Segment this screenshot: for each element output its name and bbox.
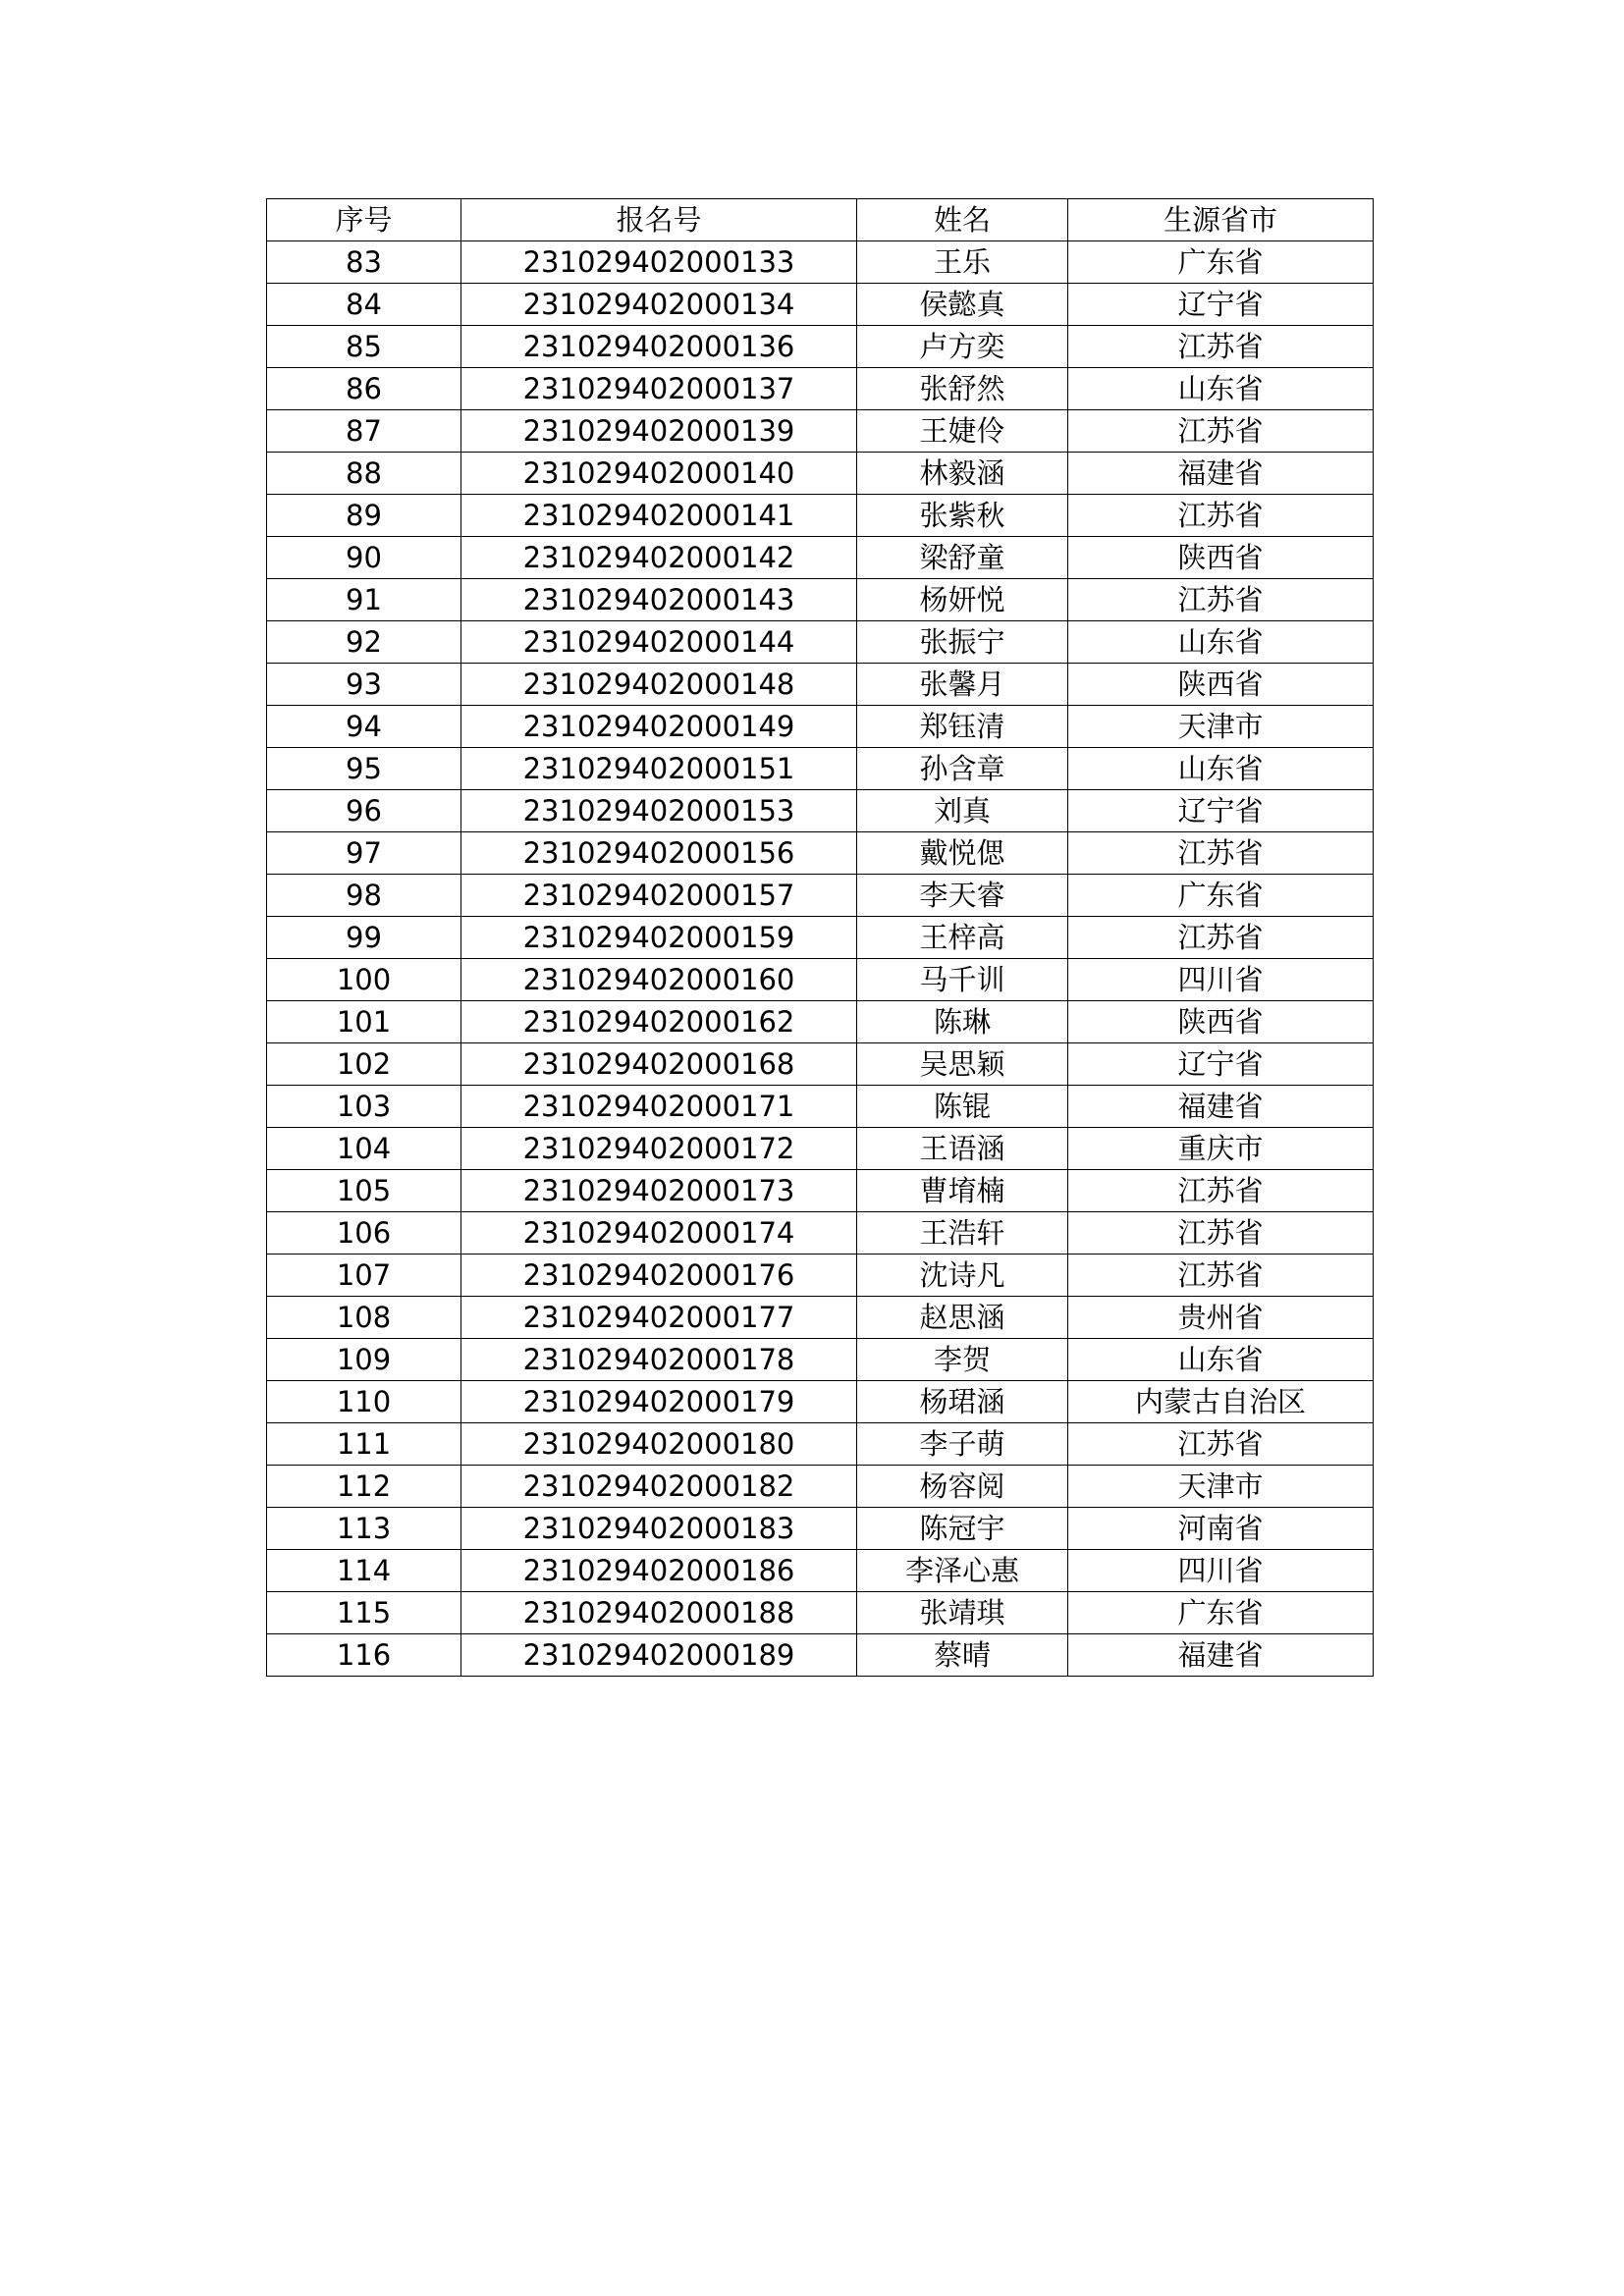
cell-registration-number: 231029402000153 <box>461 790 857 832</box>
cell-name: 蔡晴 <box>857 1634 1068 1677</box>
cell-seq: 86 <box>267 368 461 410</box>
cell-seq: 102 <box>267 1043 461 1086</box>
table-row <box>267 453 1374 495</box>
table-row <box>267 1170 1374 1212</box>
cell-name: 卢方奕 <box>857 326 1068 368</box>
cell-seq: 104 <box>267 1128 461 1170</box>
cell-name: 张振宁 <box>857 621 1068 664</box>
cell-name: 林毅涵 <box>857 453 1068 495</box>
cell-registration-number: 231029402000141 <box>461 495 857 537</box>
cell-registration-number: 231029402000189 <box>461 1634 857 1677</box>
table-row <box>267 537 1374 579</box>
cell-registration-number: 231029402000177 <box>461 1297 857 1339</box>
cell-name: 李泽心惠 <box>857 1550 1068 1592</box>
cell-name: 陈琳 <box>857 1001 1068 1043</box>
cell-registration-number: 231029402000144 <box>461 621 857 664</box>
roster-table-header <box>267 199 1374 241</box>
table-row <box>267 748 1374 790</box>
cell-registration-number: 231029402000168 <box>461 1043 857 1086</box>
table-row <box>267 832 1374 875</box>
cell-seq: 95 <box>267 748 461 790</box>
cell-origin-province: 内蒙古自治区 <box>1068 1381 1374 1423</box>
cell-seq: 97 <box>267 832 461 875</box>
table-row <box>267 1550 1374 1592</box>
table-row <box>267 368 1374 410</box>
cell-origin-province: 辽宁省 <box>1068 1043 1374 1086</box>
cell-name: 张靖琪 <box>857 1592 1068 1634</box>
cell-registration-number: 231029402000162 <box>461 1001 857 1043</box>
cell-seq: 103 <box>267 1086 461 1128</box>
cell-origin-province: 贵州省 <box>1068 1297 1374 1339</box>
cell-origin-province: 山东省 <box>1068 368 1374 410</box>
cell-seq: 88 <box>267 453 461 495</box>
cell-origin-province: 江苏省 <box>1068 326 1374 368</box>
cell-registration-number: 231029402000149 <box>461 706 857 748</box>
cell-registration-number: 231029402000157 <box>461 875 857 917</box>
cell-registration-number: 231029402000174 <box>461 1212 857 1255</box>
cell-origin-province: 江苏省 <box>1068 1170 1374 1212</box>
table-row <box>267 1634 1374 1677</box>
table-row <box>267 1212 1374 1255</box>
cell-origin-province: 山东省 <box>1068 748 1374 790</box>
cell-name: 张紫秋 <box>857 495 1068 537</box>
table-row <box>267 410 1374 453</box>
cell-seq: 112 <box>267 1466 461 1508</box>
cell-registration-number: 231029402000180 <box>461 1423 857 1466</box>
cell-registration-number: 231029402000178 <box>461 1339 857 1381</box>
table-row <box>267 790 1374 832</box>
cell-origin-province: 江苏省 <box>1068 1423 1374 1466</box>
cell-registration-number: 231029402000133 <box>461 241 857 284</box>
table-row <box>267 326 1374 368</box>
cell-registration-number: 231029402000148 <box>461 664 857 706</box>
cell-registration-number: 231029402000186 <box>461 1550 857 1592</box>
cell-name: 张舒然 <box>857 368 1068 410</box>
cell-origin-province: 广东省 <box>1068 241 1374 284</box>
table-row <box>267 664 1374 706</box>
cell-name: 李天睿 <box>857 875 1068 917</box>
cell-origin-province: 江苏省 <box>1068 410 1374 453</box>
cell-name: 杨容阅 <box>857 1466 1068 1508</box>
table-row <box>267 1086 1374 1128</box>
cell-origin-province: 江苏省 <box>1068 832 1374 875</box>
cell-registration-number: 231029402000151 <box>461 748 857 790</box>
cell-origin-province: 江苏省 <box>1068 495 1374 537</box>
cell-name: 马千训 <box>857 959 1068 1001</box>
cell-origin-province: 江苏省 <box>1068 579 1374 621</box>
header-registration-number: 报名号 <box>461 199 857 241</box>
cell-seq: 89 <box>267 495 461 537</box>
cell-seq: 90 <box>267 537 461 579</box>
cell-origin-province: 重庆市 <box>1068 1128 1374 1170</box>
cell-seq: 94 <box>267 706 461 748</box>
table-row <box>267 621 1374 664</box>
cell-seq: 101 <box>267 1001 461 1043</box>
cell-name: 李子萌 <box>857 1423 1068 1466</box>
cell-name: 沈诗凡 <box>857 1255 1068 1297</box>
cell-seq: 108 <box>267 1297 461 1339</box>
cell-name: 吴思颖 <box>857 1043 1068 1086</box>
table-row <box>267 1128 1374 1170</box>
cell-seq: 85 <box>267 326 461 368</box>
cell-registration-number: 231029402000176 <box>461 1255 857 1297</box>
cell-origin-province: 江苏省 <box>1068 917 1374 959</box>
cell-name: 陈冠宇 <box>857 1508 1068 1550</box>
cell-origin-province: 陕西省 <box>1068 664 1374 706</box>
cell-origin-province: 陕西省 <box>1068 1001 1374 1043</box>
table-row <box>267 875 1374 917</box>
cell-seq: 99 <box>267 917 461 959</box>
cell-seq: 110 <box>267 1381 461 1423</box>
cell-seq: 84 <box>267 284 461 326</box>
cell-origin-province: 四川省 <box>1068 1550 1374 1592</box>
cell-seq: 111 <box>267 1423 461 1466</box>
cell-name: 王乐 <box>857 241 1068 284</box>
header-name: 姓名 <box>857 199 1068 241</box>
cell-origin-province: 四川省 <box>1068 959 1374 1001</box>
cell-seq: 87 <box>267 410 461 453</box>
cell-seq: 109 <box>267 1339 461 1381</box>
cell-origin-province: 河南省 <box>1068 1508 1374 1550</box>
cell-seq: 93 <box>267 664 461 706</box>
cell-name: 梁舒童 <box>857 537 1068 579</box>
cell-origin-province: 山东省 <box>1068 1339 1374 1381</box>
cell-name: 侯懿真 <box>857 284 1068 326</box>
table-row <box>267 1339 1374 1381</box>
cell-seq: 98 <box>267 875 461 917</box>
cell-seq: 115 <box>267 1592 461 1634</box>
cell-registration-number: 231029402000182 <box>461 1466 857 1508</box>
roster-table <box>266 198 1374 1677</box>
table-row <box>267 917 1374 959</box>
cell-name: 王语涵 <box>857 1128 1068 1170</box>
cell-seq: 107 <box>267 1255 461 1297</box>
cell-origin-province: 广东省 <box>1068 875 1374 917</box>
cell-registration-number: 231029402000179 <box>461 1381 857 1423</box>
cell-seq: 83 <box>267 241 461 284</box>
cell-registration-number: 231029402000159 <box>461 917 857 959</box>
table-row <box>267 706 1374 748</box>
cell-seq: 106 <box>267 1212 461 1255</box>
header-seq: 序号 <box>267 199 461 241</box>
cell-origin-province: 福建省 <box>1068 1086 1374 1128</box>
cell-seq: 100 <box>267 959 461 1001</box>
cell-registration-number: 231029402000188 <box>461 1592 857 1634</box>
cell-registration-number: 231029402000143 <box>461 579 857 621</box>
cell-registration-number: 231029402000171 <box>461 1086 857 1128</box>
cell-origin-province: 辽宁省 <box>1068 790 1374 832</box>
cell-registration-number: 231029402000136 <box>461 326 857 368</box>
table-row <box>267 1297 1374 1339</box>
header-origin-province: 生源省市 <box>1068 199 1374 241</box>
cell-origin-province: 广东省 <box>1068 1592 1374 1634</box>
cell-registration-number: 231029402000160 <box>461 959 857 1001</box>
table-row <box>267 579 1374 621</box>
cell-seq: 92 <box>267 621 461 664</box>
cell-registration-number: 231029402000140 <box>461 453 857 495</box>
cell-name: 李贺 <box>857 1339 1068 1381</box>
cell-seq: 114 <box>267 1550 461 1592</box>
cell-seq: 105 <box>267 1170 461 1212</box>
cell-origin-province: 辽宁省 <box>1068 284 1374 326</box>
cell-seq: 91 <box>267 579 461 621</box>
table-row <box>267 1381 1374 1423</box>
cell-registration-number: 231029402000183 <box>461 1508 857 1550</box>
cell-origin-province: 福建省 <box>1068 1634 1374 1677</box>
cell-registration-number: 231029402000142 <box>461 537 857 579</box>
cell-registration-number: 231029402000173 <box>461 1170 857 1212</box>
cell-name: 王浩轩 <box>857 1212 1068 1255</box>
table-row <box>267 1592 1374 1634</box>
cell-seq: 116 <box>267 1634 461 1677</box>
table-row <box>267 1255 1374 1297</box>
cell-name: 刘真 <box>857 790 1068 832</box>
cell-name: 杨妍悦 <box>857 579 1068 621</box>
cell-seq: 113 <box>267 1508 461 1550</box>
cell-name: 王婕伶 <box>857 410 1068 453</box>
table-row <box>267 495 1374 537</box>
cell-registration-number: 231029402000139 <box>461 410 857 453</box>
cell-name: 赵思涵 <box>857 1297 1068 1339</box>
cell-name: 孙含章 <box>857 748 1068 790</box>
cell-name: 张馨月 <box>857 664 1068 706</box>
cell-registration-number: 231029402000134 <box>461 284 857 326</box>
cell-name: 王梓高 <box>857 917 1068 959</box>
cell-name: 曹堉楠 <box>857 1170 1068 1212</box>
cell-name: 戴悦偲 <box>857 832 1068 875</box>
cell-origin-province: 福建省 <box>1068 453 1374 495</box>
cell-registration-number: 231029402000172 <box>461 1128 857 1170</box>
cell-registration-number: 231029402000137 <box>461 368 857 410</box>
cell-seq: 96 <box>267 790 461 832</box>
cell-name: 杨珺涵 <box>857 1381 1068 1423</box>
cell-name: 陈锟 <box>857 1086 1068 1128</box>
cell-name: 郑钰清 <box>857 706 1068 748</box>
table-row <box>267 284 1374 326</box>
cell-origin-province: 山东省 <box>1068 621 1374 664</box>
cell-origin-province: 陕西省 <box>1068 537 1374 579</box>
table-row <box>267 241 1374 284</box>
cell-registration-number: 231029402000156 <box>461 832 857 875</box>
cell-origin-province: 江苏省 <box>1068 1255 1374 1297</box>
table-row <box>267 1001 1374 1043</box>
cell-origin-province: 天津市 <box>1068 1466 1374 1508</box>
table-row <box>267 1043 1374 1086</box>
table-row <box>267 1423 1374 1466</box>
cell-origin-province: 天津市 <box>1068 706 1374 748</box>
cell-origin-province: 江苏省 <box>1068 1212 1374 1255</box>
table-row <box>267 959 1374 1001</box>
header-row <box>267 199 1374 241</box>
roster-table-body <box>267 241 1374 1677</box>
table-row <box>267 1466 1374 1508</box>
table-row <box>267 1508 1374 1550</box>
